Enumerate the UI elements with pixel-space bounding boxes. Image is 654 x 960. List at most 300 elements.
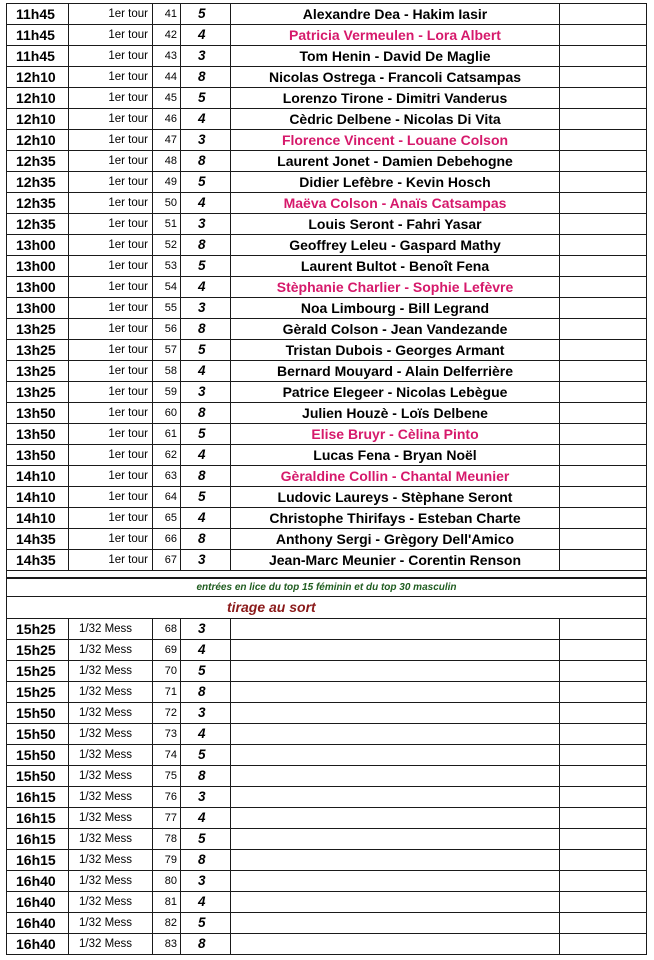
match-round: 1/32 Mess	[69, 681, 153, 702]
table-number: 3	[181, 702, 231, 723]
match-round: 1/32 Mess	[69, 807, 153, 828]
table-row	[7, 870, 647, 891]
table-number: 8	[181, 319, 231, 340]
match-round: 1/32 Mess	[69, 744, 153, 765]
match-players: Patricia Vermeulen - Lora Albert	[231, 25, 560, 46]
match-round: 1er tour	[69, 235, 153, 256]
extra-cell	[560, 807, 647, 828]
match-round: 1er tour	[69, 529, 153, 550]
extra-cell	[560, 4, 647, 25]
table-row	[7, 361, 647, 382]
table-row	[7, 340, 647, 361]
table-number: 3	[181, 786, 231, 807]
table-number: 5	[181, 424, 231, 445]
match-time: 14h35	[7, 529, 69, 550]
match-time: 16h40	[7, 891, 69, 912]
match-time: 16h40	[7, 912, 69, 933]
extra-cell	[560, 786, 647, 807]
table-row	[7, 849, 647, 870]
extra-cell	[560, 277, 647, 298]
table-row	[7, 151, 647, 172]
match-players	[231, 723, 560, 744]
match-time: 13h25	[7, 382, 69, 403]
match-number: 81	[153, 891, 181, 912]
match-number: 43	[153, 46, 181, 67]
match-players: Laurent Jonet - Damien Debehogne	[231, 151, 560, 172]
table-number: 8	[181, 151, 231, 172]
table-number: 4	[181, 193, 231, 214]
match-time: 13h50	[7, 403, 69, 424]
match-round: 1er tour	[69, 67, 153, 88]
match-players: Julien Houzè - Loïs Delbene	[231, 403, 560, 424]
extra-cell	[560, 618, 647, 639]
table-number: 8	[181, 681, 231, 702]
extra-cell	[560, 151, 647, 172]
match-number: 55	[153, 298, 181, 319]
table-row	[7, 529, 647, 550]
match-players	[231, 849, 560, 870]
table-number: 8	[181, 466, 231, 487]
match-number: 79	[153, 849, 181, 870]
match-number: 58	[153, 361, 181, 382]
match-round: 1er tour	[69, 424, 153, 445]
extra-cell	[560, 639, 647, 660]
match-time: 16h15	[7, 786, 69, 807]
match-round: 1/32 Mess	[69, 765, 153, 786]
extra-cell	[560, 25, 647, 46]
table-row	[7, 424, 647, 445]
match-round: 1/32 Mess	[69, 786, 153, 807]
match-time: 13h00	[7, 298, 69, 319]
match-round: 1er tour	[69, 361, 153, 382]
table-number: 4	[181, 639, 231, 660]
note-row	[7, 578, 647, 597]
extra-cell	[560, 340, 647, 361]
match-time: 16h40	[7, 870, 69, 891]
table-row	[7, 807, 647, 828]
match-players: Maëva Colson - Anaïs Catsampas	[231, 193, 560, 214]
match-time: 12h10	[7, 130, 69, 151]
match-round: 1er tour	[69, 466, 153, 487]
match-round: 1/32 Mess	[69, 912, 153, 933]
extra-cell	[560, 487, 647, 508]
match-time: 15h25	[7, 618, 69, 639]
match-players	[231, 744, 560, 765]
match-players: Geoffrey Leleu - Gaspard Mathy	[231, 235, 560, 256]
table-number: 4	[181, 277, 231, 298]
match-players: Florence Vincent - Louane Colson	[231, 130, 560, 151]
table-number: 8	[181, 529, 231, 550]
match-number: 67	[153, 550, 181, 571]
table-row	[7, 618, 647, 639]
table-number: 4	[181, 445, 231, 466]
match-players: Cèdric Delbene - Nicolas Di Vita	[231, 109, 560, 130]
match-time: 12h10	[7, 67, 69, 88]
table-row	[7, 786, 647, 807]
table-number: 4	[181, 109, 231, 130]
extra-cell	[560, 529, 647, 550]
table-row	[7, 46, 647, 67]
match-time: 13h50	[7, 424, 69, 445]
match-time: 12h10	[7, 109, 69, 130]
match-time: 13h25	[7, 361, 69, 382]
extra-cell	[560, 67, 647, 88]
match-round: 1/32 Mess	[69, 828, 153, 849]
extra-cell	[560, 298, 647, 319]
match-number: 52	[153, 235, 181, 256]
match-number: 80	[153, 870, 181, 891]
table-number: 8	[181, 67, 231, 88]
match-players: Gèraldine Collin - Chantal Meunier	[231, 466, 560, 487]
match-round: 1er tour	[69, 298, 153, 319]
match-round: 1er tour	[69, 4, 153, 25]
table-number: 5	[181, 88, 231, 109]
match-time: 14h10	[7, 487, 69, 508]
match-round: 1er tour	[69, 130, 153, 151]
table-row	[7, 4, 647, 25]
match-number: 49	[153, 172, 181, 193]
table-number: 3	[181, 382, 231, 403]
table-number: 3	[181, 214, 231, 235]
match-round: 1er tour	[69, 340, 153, 361]
match-players: Patrice Elegeer - Nicolas Lebègue	[231, 382, 560, 403]
table-row	[7, 382, 647, 403]
table-row	[7, 487, 647, 508]
match-players	[231, 912, 560, 933]
match-round: 1er tour	[69, 382, 153, 403]
table-number: 5	[181, 744, 231, 765]
table-row	[7, 933, 647, 954]
match-number: 83	[153, 933, 181, 954]
table-row	[7, 172, 647, 193]
separator-row	[7, 571, 647, 578]
table-row	[7, 891, 647, 912]
match-time: 12h35	[7, 172, 69, 193]
match-round: 1/32 Mess	[69, 870, 153, 891]
match-players: Lorenzo Tirone - Dimitri Vanderus	[231, 88, 560, 109]
table-row	[7, 660, 647, 681]
match-players	[231, 765, 560, 786]
match-players	[231, 639, 560, 660]
table-row	[7, 639, 647, 660]
match-number: 51	[153, 214, 181, 235]
match-round: 1er tour	[69, 109, 153, 130]
match-players: Tom Henin - David De Maglie	[231, 46, 560, 67]
match-number: 60	[153, 403, 181, 424]
match-time: 12h10	[7, 88, 69, 109]
table-number: 5	[181, 4, 231, 25]
match-round: 1er tour	[69, 403, 153, 424]
table-row	[7, 25, 647, 46]
match-time: 15h25	[7, 681, 69, 702]
match-number: 77	[153, 807, 181, 828]
match-players: Anthony Sergi - Grègory Dell'Amico	[231, 529, 560, 550]
table-number: 3	[181, 870, 231, 891]
match-time: 12h35	[7, 214, 69, 235]
extra-cell	[560, 891, 647, 912]
match-players	[231, 681, 560, 702]
match-players: Laurent Bultot - Benoît Fena	[231, 256, 560, 277]
match-time: 11h45	[7, 46, 69, 67]
table-row	[7, 508, 647, 529]
extra-cell	[560, 214, 647, 235]
table-row	[7, 319, 647, 340]
match-number: 50	[153, 193, 181, 214]
match-number: 53	[153, 256, 181, 277]
match-players: Christophe Thirifays - Esteban Charte	[231, 508, 560, 529]
match-time: 13h00	[7, 235, 69, 256]
match-number: 68	[153, 618, 181, 639]
table-number: 3	[181, 46, 231, 67]
match-number: 54	[153, 277, 181, 298]
table-number: 4	[181, 508, 231, 529]
match-number: 66	[153, 529, 181, 550]
match-time: 11h45	[7, 25, 69, 46]
table-row	[7, 214, 647, 235]
match-players	[231, 660, 560, 681]
table-row	[7, 765, 647, 786]
match-time: 15h50	[7, 744, 69, 765]
table-number: 5	[181, 912, 231, 933]
table-number: 5	[181, 487, 231, 508]
match-players: Gèrald Colson - Jean Vandezande	[231, 319, 560, 340]
extra-cell	[560, 702, 647, 723]
entry-note: entrées en lice du top 15 féminin et du top 30 masculin	[7, 578, 647, 597]
match-number: 61	[153, 424, 181, 445]
match-round: 1er tour	[69, 319, 153, 340]
match-number: 75	[153, 765, 181, 786]
table-number: 3	[181, 298, 231, 319]
match-round: 1/32 Mess	[69, 618, 153, 639]
match-players: Nicolas Ostrega - Francoli Catsampas	[231, 67, 560, 88]
match-round: 1er tour	[69, 88, 153, 109]
separator-section	[7, 571, 647, 619]
extra-cell	[560, 130, 647, 151]
table-row	[7, 723, 647, 744]
match-number: 70	[153, 660, 181, 681]
match-players	[231, 828, 560, 849]
table-row	[7, 88, 647, 109]
extra-cell	[560, 361, 647, 382]
table-row	[7, 466, 647, 487]
match-time: 13h25	[7, 340, 69, 361]
table-number: 5	[181, 828, 231, 849]
extra-cell	[560, 933, 647, 954]
match-round: 1/32 Mess	[69, 639, 153, 660]
first-round-section	[7, 4, 647, 571]
match-round: 1/32 Mess	[69, 723, 153, 744]
match-players: Stèphanie Charlier - Sophie Lefèvre	[231, 277, 560, 298]
extra-cell	[560, 681, 647, 702]
match-number: 78	[153, 828, 181, 849]
match-players: Noa Limbourg - Bill Legrand	[231, 298, 560, 319]
match-players: Lucas Fena - Bryan Noël	[231, 445, 560, 466]
match-number: 41	[153, 4, 181, 25]
draw-row	[7, 596, 647, 618]
table-row	[7, 702, 647, 723]
extra-cell	[560, 235, 647, 256]
match-time: 13h25	[7, 319, 69, 340]
match-number: 45	[153, 88, 181, 109]
match-time: 14h35	[7, 550, 69, 571]
match-round: 1/32 Mess	[69, 660, 153, 681]
table-number: 4	[181, 807, 231, 828]
match-round: 1er tour	[69, 214, 153, 235]
match-time: 12h35	[7, 193, 69, 214]
match-time: 11h45	[7, 4, 69, 25]
table-row	[7, 130, 647, 151]
table-row	[7, 109, 647, 130]
extra-cell	[560, 403, 647, 424]
table-row	[7, 744, 647, 765]
table-row	[7, 403, 647, 424]
extra-cell	[560, 109, 647, 130]
extra-cell	[560, 445, 647, 466]
match-number: 63	[153, 466, 181, 487]
match-number: 47	[153, 130, 181, 151]
match-number: 69	[153, 639, 181, 660]
table-number: 8	[181, 849, 231, 870]
table-number: 8	[181, 235, 231, 256]
table-number: 8	[181, 933, 231, 954]
extra-cell	[560, 550, 647, 571]
table-number: 3	[181, 618, 231, 639]
schedule-table	[6, 3, 647, 955]
match-time: 16h15	[7, 807, 69, 828]
extra-cell	[560, 466, 647, 487]
match-time: 15h50	[7, 765, 69, 786]
table-row	[7, 550, 647, 571]
match-players	[231, 933, 560, 954]
match-players: Jean-Marc Meunier - Corentin Renson	[231, 550, 560, 571]
match-players	[231, 702, 560, 723]
table-number: 5	[181, 172, 231, 193]
match-round: 1/32 Mess	[69, 849, 153, 870]
match-round: 1er tour	[69, 508, 153, 529]
match-round: 1er tour	[69, 550, 153, 571]
table-row	[7, 828, 647, 849]
extra-cell	[560, 508, 647, 529]
match-number: 71	[153, 681, 181, 702]
extra-cell	[560, 744, 647, 765]
table-number: 4	[181, 25, 231, 46]
round-of-64-section	[7, 618, 647, 954]
match-round: 1/32 Mess	[69, 702, 153, 723]
table-row	[7, 256, 647, 277]
match-time: 15h25	[7, 639, 69, 660]
match-round: 1er tour	[69, 25, 153, 46]
table-number: 8	[181, 765, 231, 786]
match-time: 14h10	[7, 508, 69, 529]
match-number: 65	[153, 508, 181, 529]
match-number: 59	[153, 382, 181, 403]
extra-cell	[560, 424, 647, 445]
match-time: 12h35	[7, 151, 69, 172]
match-time: 13h00	[7, 277, 69, 298]
match-players: Bernard Mouyard - Alain Delferrière	[231, 361, 560, 382]
match-round: 1er tour	[69, 172, 153, 193]
match-number: 57	[153, 340, 181, 361]
match-players	[231, 870, 560, 891]
match-round: 1er tour	[69, 256, 153, 277]
extra-cell	[560, 193, 647, 214]
table-number: 5	[181, 340, 231, 361]
match-number: 62	[153, 445, 181, 466]
table-row	[7, 277, 647, 298]
match-number: 42	[153, 25, 181, 46]
table-number: 3	[181, 550, 231, 571]
match-number: 72	[153, 702, 181, 723]
draw-label: tirage au sort	[7, 596, 647, 618]
schedule-sheet	[6, 3, 646, 955]
match-players: Ludovic Laureys - Stèphane Seront	[231, 487, 560, 508]
extra-cell	[560, 765, 647, 786]
extra-cell	[560, 849, 647, 870]
extra-cell	[560, 912, 647, 933]
match-round: 1er tour	[69, 151, 153, 172]
table-row	[7, 67, 647, 88]
match-time: 13h50	[7, 445, 69, 466]
match-number: 56	[153, 319, 181, 340]
extra-cell	[560, 723, 647, 744]
match-players: Elise Bruyr - Cèlina Pinto	[231, 424, 560, 445]
match-round: 1er tour	[69, 46, 153, 67]
match-number: 48	[153, 151, 181, 172]
match-players: Louis Seront - Fahri Yasar	[231, 214, 560, 235]
table-row	[7, 298, 647, 319]
match-time: 15h50	[7, 702, 69, 723]
match-round: 1er tour	[69, 277, 153, 298]
match-round: 1er tour	[69, 487, 153, 508]
table-number: 8	[181, 403, 231, 424]
match-time: 16h15	[7, 828, 69, 849]
match-time: 15h50	[7, 723, 69, 744]
match-round: 1er tour	[69, 193, 153, 214]
table-number: 4	[181, 723, 231, 744]
match-players: Alexandre Dea - Hakim Iasir	[231, 4, 560, 25]
match-number: 64	[153, 487, 181, 508]
match-players	[231, 891, 560, 912]
match-round: 1/32 Mess	[69, 933, 153, 954]
match-number: 76	[153, 786, 181, 807]
table-number: 3	[181, 130, 231, 151]
table-number: 5	[181, 256, 231, 277]
extra-cell	[560, 88, 647, 109]
table-number: 4	[181, 361, 231, 382]
match-round: 1er tour	[69, 445, 153, 466]
table-number: 4	[181, 891, 231, 912]
extra-cell	[560, 172, 647, 193]
match-players: Didier Lefèbre - Kevin Hosch	[231, 172, 560, 193]
match-time: 13h00	[7, 256, 69, 277]
match-round: 1/32 Mess	[69, 891, 153, 912]
extra-cell	[560, 46, 647, 67]
table-row	[7, 193, 647, 214]
match-players	[231, 807, 560, 828]
extra-cell	[560, 319, 647, 340]
extra-cell	[560, 660, 647, 681]
table-row	[7, 681, 647, 702]
match-number: 74	[153, 744, 181, 765]
table-number: 5	[181, 660, 231, 681]
match-time: 16h40	[7, 933, 69, 954]
match-number: 44	[153, 67, 181, 88]
extra-cell	[560, 256, 647, 277]
match-number: 82	[153, 912, 181, 933]
match-players	[231, 786, 560, 807]
match-players	[231, 618, 560, 639]
extra-cell	[560, 828, 647, 849]
